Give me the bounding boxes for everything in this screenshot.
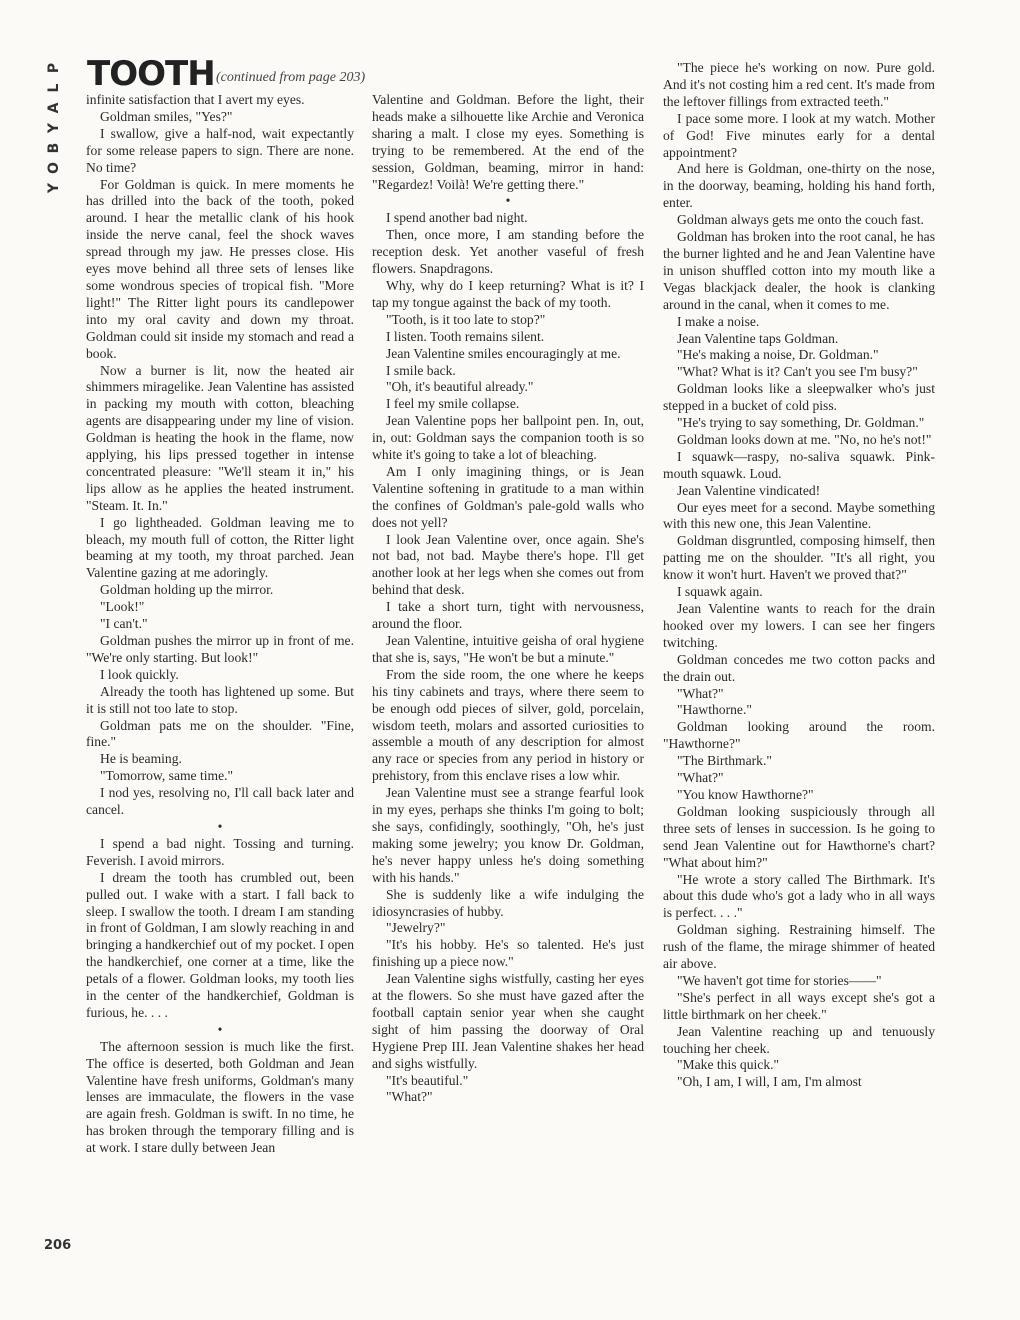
- text-column-3: [663, 60, 935, 1091]
- paragraph: Goldman disgruntled, composing himself, then patting me on the shoulder. "It's all right, you know it won't hurt. Haven't we proved that?": [663, 533, 935, 583]
- paragraph: "The Birthmark.": [677, 753, 772, 769]
- paragraph: Valentine and Goldman. Before the light, their heads make a silhouette like Archie and Veronica sharing a malt. I close my eyes. Something is trying to be remembered. At the end of the session, Goldman, beaming, mirror in hand: "Regardez! Voilà! We're getting there.": [372, 92, 644, 192]
- magazine-letter: L: [46, 83, 62, 93]
- paragraph: I take a short turn, tight with nervousness, around the floor.: [372, 599, 644, 632]
- paragraph: She is suddenly like a wife indulging the idiosyncrasies of hubby.: [372, 886, 644, 919]
- paragraph: I squawk—raspy, no-saliva squawk. Pink-mouth squawk. Loud.: [663, 448, 935, 481]
- page-number: 206: [44, 1238, 72, 1253]
- paragraph: "Make this quick.": [677, 1057, 780, 1073]
- paragraph: "Hawthorne.": [677, 702, 752, 718]
- paragraph: I spend another bad night.: [386, 210, 528, 226]
- magazine-letter: Y: [46, 182, 62, 194]
- section-break: •: [505, 193, 511, 209]
- paragraph: "Tooth, is it too late to stop?": [386, 311, 546, 327]
- paragraph: Our eyes meet for a second. Maybe something with this new one, this Jean Valentine.: [663, 499, 935, 532]
- paragraph: "The piece he's working on now. Pure gold. And it's not costing him a red cent. It's made from the leftover fillings from extracted teeth.": [663, 60, 935, 109]
- text-column-2: [372, 92, 644, 1106]
- paragraph: Goldman looks down at me. "No, no he's not!": [677, 431, 932, 447]
- paragraph: "Look!": [100, 599, 145, 615]
- paragraph: The afternoon session is much like the first. The office is deserted, both Goldman and Jean Valentine have fresh uniforms, Goldman's many lenses are immaculate, the flowers in the vase are again fresh. Goldman is swift. In no time, he has broken through the temporary filling and is at work. I stare dully between Jean: [86, 1038, 354, 1156]
- continued-note: (continued from page 203): [216, 70, 366, 85]
- magazine-letter: A: [46, 102, 62, 114]
- paragraph: Goldman holding up the mirror.: [100, 582, 274, 598]
- paragraph: "Tomorrow, same time.": [100, 768, 234, 784]
- paragraph: "You know Hawthorne?": [677, 786, 814, 802]
- magazine-letter: Y: [46, 122, 62, 134]
- paragraph: "What?": [677, 770, 724, 786]
- paragraph: I nod yes, resolving no, I'll call back later and cancel.: [86, 785, 354, 818]
- paragraph: "Oh, it's beautiful already.": [386, 379, 534, 395]
- paragraph: Goldman looking suspiciously through all three sets of lenses in succession. Is he going to send Jean Valentine out for Hawthorne's chart? "What about him?": [663, 803, 935, 870]
- paragraph: Jean Valentine vindicated!: [677, 482, 821, 498]
- paragraph: Jean Valentine sighs wistfully, casting her eyes at the flowers. So she must have gazed after the football captain senior year when she caught sight of him passing the doorway of Oral Hygiene Prep III. Jean Valentine shakes her head and sighs wistfully.: [372, 971, 644, 1071]
- paragraph: I dream the tooth has crumbled out, been pulled out. I wake with a start. I fall back to sleep. I swallow the tooth. I dream I am standing in front of Goldman, I am slowly reaching in and bringing a handkerchief out of my pocket. I open the handkerchief, one corner at a time, like the petals of a flower. Goldman looks, my tooth lies in the center of the handkerchief, Goldman is furious, he. . . .: [86, 869, 354, 1020]
- paragraph: Goldman always gets me onto the couch fast.: [677, 212, 924, 228]
- paragraph: Already the tooth has lightened up some. But it is still not too late to stop.: [86, 683, 354, 716]
- paragraph: From the side room, the one where he keeps his tiny cabinets and trays, where there seem to be enough odd pieces of silver, gold, porcelain, wisdom teeth, molars and assorted curiosities to assemble a mouth of any description for almost any race or species from any period in history or prehistory, from this enclave rises a low whir.: [372, 666, 644, 784]
- paragraph: I look Jean Valentine over, once again. She's not bad, not bad. Maybe there's hope. I'll get another look at her legs when she comes out from behind that desk.: [372, 531, 644, 598]
- section-break: •: [217, 818, 223, 834]
- paragraph: I look quickly.: [100, 666, 179, 682]
- magazine-letter: O: [46, 162, 62, 174]
- paragraph: Jean Valentine pops her ballpoint pen. In, out, in, out: Goldman says the companion tooth is so white it's going to take a lot of bleaching.: [372, 413, 644, 463]
- paragraph: "I can't.": [100, 616, 148, 632]
- magazine-name-vertical: [40, 58, 68, 218]
- magazine-letter: P: [46, 62, 62, 74]
- paragraph: "What?": [677, 685, 724, 701]
- paragraph: Goldman looks like a sleepwalker who's just stepped in a bucket of cold piss.: [663, 381, 935, 414]
- paragraph: For Goldman is quick. In mere moments he has drilled into the back of the tooth, poked around. I hear the metallic clank of his hook inside the nerve canal, feel the shock waves spread through my jaw. He presses close. His eyes move behind all three sets of lenses like some wondrous species of tropical fish. "More light!" The Ritter light pours its candlepower into my oral cavity and down my throat. Goldman could sit inside my stomach and read a book.: [86, 176, 354, 361]
- paragraph: He is beaming.: [100, 751, 182, 767]
- paragraph: Goldman smiles, "Yes?": [100, 108, 233, 124]
- paragraph: "It's beautiful.": [386, 1072, 469, 1088]
- paragraph: I go lightheaded. Goldman leaving me to bleach, my mouth full of cotton, the Ritter light beaming at my tooth, my throat parched. Jean Valentine gazing at me adoringly.: [86, 514, 354, 581]
- paragraph: I listen. Tooth remains silent.: [386, 328, 545, 344]
- paragraph: Jean Valentine, intuitive geisha of oral hygiene that she is, says, "He won't be but a minute.": [372, 633, 644, 665]
- paragraph: "What?": [386, 1089, 433, 1105]
- magazine-letter: B: [46, 142, 62, 154]
- paragraph: I feel my smile collapse.: [386, 396, 520, 412]
- text-column-1: [86, 92, 354, 1157]
- paragraph: "We haven't got time for stories——": [677, 972, 882, 988]
- paragraph: Now a burner is lit, now the heated air shimmers miragelike. Jean Valentine has assisted in packing my mouth with cotton, bleaching agents are disappearing under my line of vision. Goldman is heating the hook in the flame, now applying, his lips pressed together in intense concentrated pleasure: "We'll steam it in," his lips allow as he applies the heated instrument. "Steam. It. In.": [86, 362, 354, 513]
- paragraph: Goldman concedes me two cotton packs and the drain out.: [663, 651, 935, 684]
- paragraph: "Jewelry?": [386, 920, 446, 936]
- paragraph: Jean Valentine taps Goldman.: [677, 330, 839, 346]
- paragraph: "He's making a noise, Dr. Goldman.": [677, 347, 879, 363]
- article-title: TOOTH: [87, 54, 215, 94]
- paragraph: Goldman has broken into the root canal, he has the burner lighted and he and Jean Valentine have in unison shuffled cotton into my mouth like a Vegas blackjack dealer, the hook is clanking around in the canal, when it comes to me.: [663, 229, 935, 312]
- paragraph: "It's his hobby. He's so talented. He's just finishing up a piece now.": [372, 937, 644, 970]
- paragraph: And here is Goldman, one-thirty on the nose, in the doorway, beaming, holding his hand forth, enter.: [663, 161, 935, 211]
- section-break: •: [217, 1021, 223, 1037]
- paragraph: I spend a bad night. Tossing and turning. Feverish. I avoid mirrors.: [86, 835, 354, 868]
- paragraph: "She's perfect in all ways except she's got a little birthmark on her cheek.": [663, 989, 935, 1022]
- paragraph: "He wrote a story called The Birthmark. It's about this dude who's got a lady who in all ways is perfect. . . .": [663, 871, 935, 921]
- paragraph: "He's trying to say something, Dr. Goldman.": [677, 415, 925, 431]
- paragraph: Jean Valentine smiles encouragingly at me.: [386, 345, 621, 361]
- paragraph: Jean Valentine reaching up and tenuously touching her cheek.: [663, 1023, 935, 1056]
- paragraph: Jean Valentine wants to reach for the drain hooked over my lowers. I can see her fingers twitching.: [663, 601, 935, 650]
- paragraph: I make a noise.: [677, 313, 760, 329]
- paragraph: "Oh, I am, I will, I am, I'm almost: [677, 1074, 862, 1090]
- paragraph: I smile back.: [386, 362, 456, 378]
- paragraph: I pace some more. I look at my watch. Mother of God! Five minutes early for a dental appointment?: [663, 110, 935, 160]
- paragraph: I swallow, give a half-nod, wait expectantly for some release papers to sign. There are none. No time?: [86, 125, 354, 175]
- paragraph: Goldman pats me on the shoulder. "Fine, fine.": [86, 717, 354, 750]
- paragraph: "What? What is it? Can't you see I'm busy?": [677, 364, 918, 380]
- paragraph: infinite satisfaction that I avert my eyes.: [86, 92, 305, 107]
- paragraph: Am I only imagining things, or is Jean Valentine softening in gratitude to a man within the confines of Goldman's pale-gold walls who does not yell?: [372, 463, 644, 530]
- paragraph: Goldman pushes the mirror up in front of me. "We're only starting. But look!": [86, 633, 354, 665]
- paragraph: Goldman sighing. Restraining himself. The rush of the flame, the mirage shimmer of heated air above.: [663, 922, 935, 972]
- paragraph: I squawk again.: [677, 584, 763, 600]
- paragraph: Then, once more, I am standing before the reception desk. Yet another vaseful of fresh flowers. Snapdragons.: [372, 227, 644, 277]
- paragraph: Why, why do I keep returning? What is it? I tap my tongue against the back of my tooth.: [372, 277, 644, 310]
- paragraph: Goldman looking around the room. "Hawthorne?": [663, 719, 935, 752]
- paragraph: Jean Valentine must see a strange fearful look in my eyes, perhaps she thinks I'm going to bolt; she says, confidingly, soothingly, "Oh, he's just making some jewelry; you know Dr. Goldman, he's never happy unless he's doing something with his hands.": [372, 785, 644, 885]
